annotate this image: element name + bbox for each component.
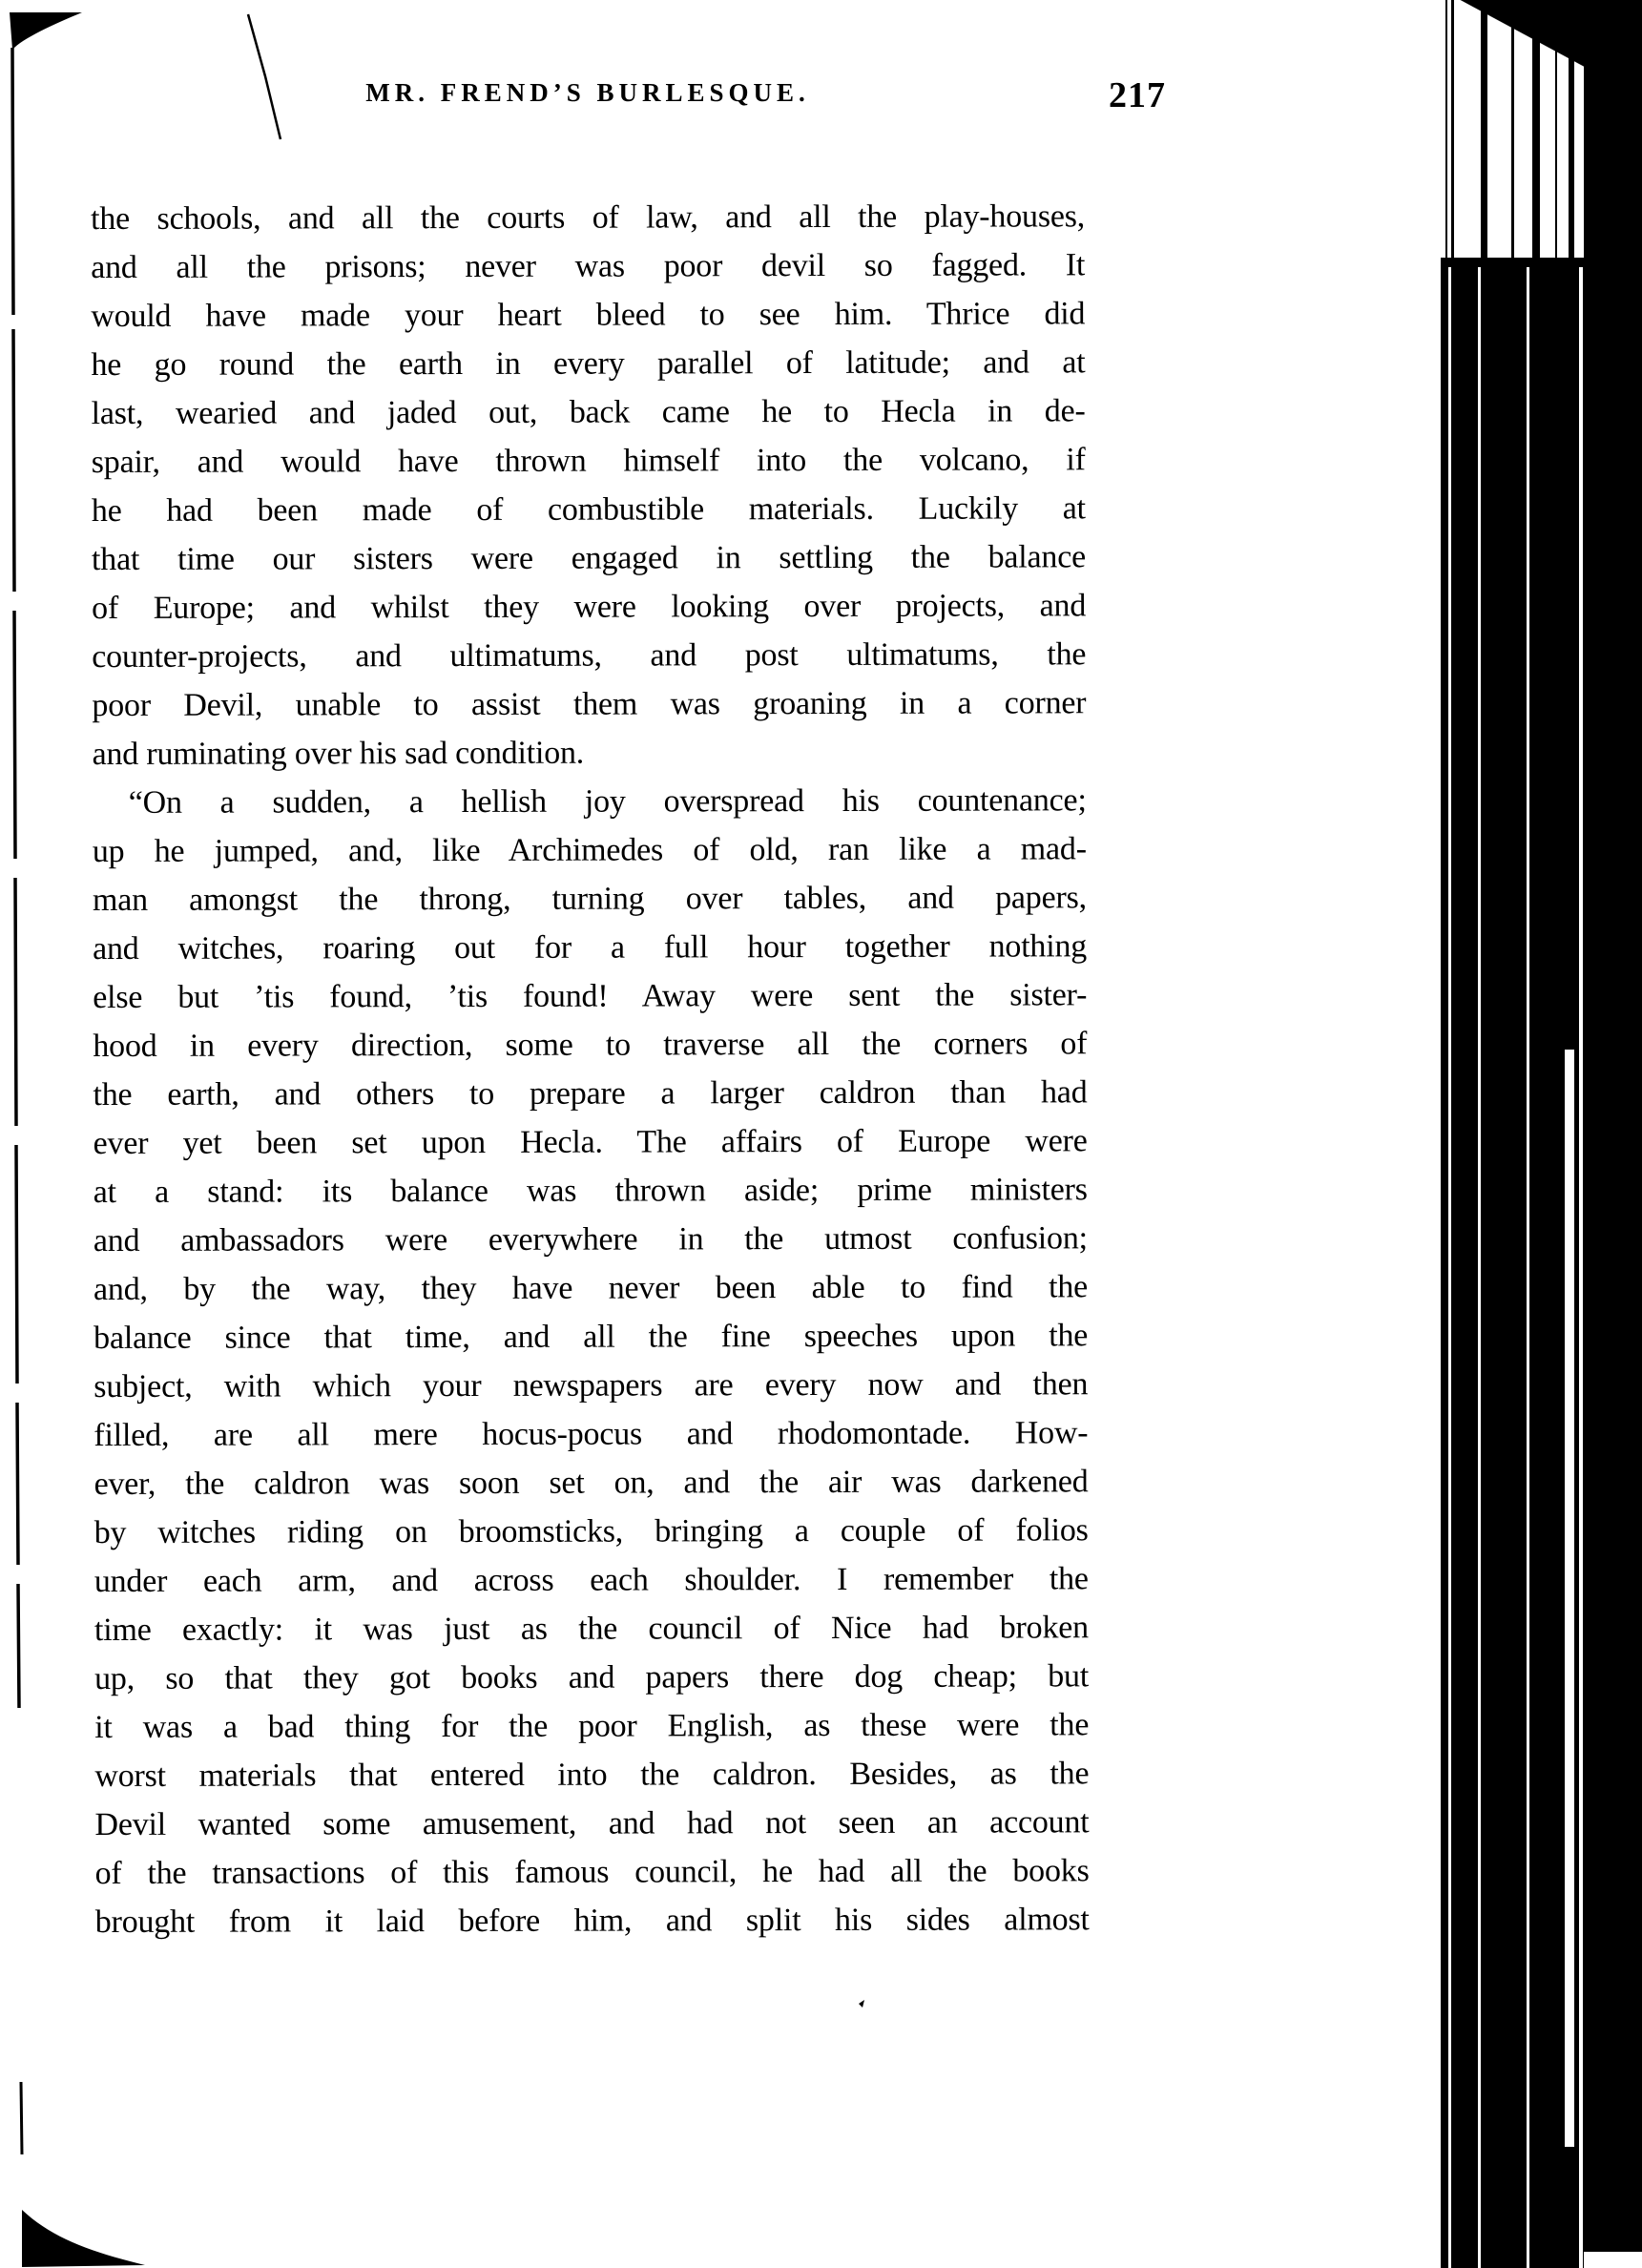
text-line: filled, are all mere hocus-pocus and rhodomontade. How- <box>94 1415 1089 1453</box>
text-line: balance since that time, and all the fine speeches upon the <box>94 1318 1089 1356</box>
text-line: that time our sisters were engaged in settling the balance <box>91 539 1087 577</box>
text-line: up, so that they got books and papers there dog cheap; but <box>94 1658 1090 1696</box>
corner-fold-mark <box>10 12 82 50</box>
text-line: last, wearied and jaded out, back came he to Hecla in de- <box>91 393 1086 431</box>
text-line: under each arm, and across each shoulder. I remember the <box>94 1561 1089 1599</box>
ink-speck <box>859 2000 864 2008</box>
text-line: brought from it laid before him, and split his sides almost <box>94 1902 1090 1940</box>
pen-stroke-mark <box>248 14 281 139</box>
text-line: at a stand: its balance was thrown aside; prime ministers <box>93 1172 1088 1210</box>
text-line: the schools, and all the courts of law, and all the play-houses, <box>91 198 1086 237</box>
left-margin-line <box>12 48 19 1708</box>
text-line: and ruminating over his sad condition. <box>92 735 585 772</box>
page-text-column <box>91 192 1090 1946</box>
text-line: time exactly: it was just as the council of Nice had broken <box>94 1610 1089 1648</box>
text-line: would have made your heart bleed to see him. Thrice did <box>91 296 1086 334</box>
text-line: “On a sudden, a hellish joy overspread his countenance; <box>128 782 1087 821</box>
text-line: Devil wanted some amusement, and had not seen an account <box>94 1804 1090 1842</box>
text-line: spair, and would have thrown himself into the volcano, if <box>91 442 1086 480</box>
text-line: he go round the earth in every parallel of latitude; and at <box>91 344 1086 383</box>
text-line: ever, the caldron was soon set on, and the air was darkened <box>94 1464 1089 1502</box>
text-line: the earth, and others to prepare a larger caldron than had <box>93 1074 1088 1113</box>
text-line: it was a bad thing for the poor English, as these were the <box>94 1707 1090 1745</box>
page-number: 217 <box>1109 75 1166 115</box>
text-line: of the transactions of this famous council, he had all the books <box>94 1853 1090 1891</box>
text-line: man amongst the throng, turning over tables, and papers, <box>92 880 1087 918</box>
text-line: by witches riding on broomsticks, bringing a couple of folios <box>94 1512 1089 1550</box>
text-line: else but ’tis found, ’tis found! Away were sent the sister- <box>93 977 1088 1015</box>
text-line: and ambassadors were everywhere in the utmost confusion; <box>93 1220 1088 1259</box>
text-line: he had been made of combustible materials. Luckily at <box>91 490 1086 529</box>
text-line: hood in every direction, some to traverse all the corners of <box>93 1026 1088 1064</box>
text-line: up he jumped, and, like Archimedes of old, ran like a mad- <box>92 831 1087 869</box>
running-head-title: MR. FREND’S BURLESQUE. <box>365 78 810 107</box>
text-line: poor Devil, unable to assist them was groaning in a corner <box>92 685 1087 723</box>
bottom-corner-shadow <box>22 2210 145 2267</box>
scan-edge-band <box>1431 0 1642 2268</box>
text-line: counter-projects, and ultimatums, and post ultimatums, the <box>92 636 1087 675</box>
text-line: and witches, roaring out for a full hour together nothing <box>93 928 1088 967</box>
text-line: worst materials that entered into the caldron. Besides, as the <box>94 1756 1090 1794</box>
text-line: and all the prisons; never was poor devil so fagged. It <box>91 247 1086 285</box>
text-line: subject, with which your newspapers are every now and then <box>94 1366 1089 1404</box>
text-line: ever yet been set upon Hecla. The affairs of Europe were <box>93 1123 1088 1161</box>
text-line: and, by the way, they have never been able to find the <box>93 1269 1089 1307</box>
bottom-margin-line <box>21 2082 22 2154</box>
text-line: of Europe; and whilst they were looking over projects, and <box>92 588 1087 626</box>
